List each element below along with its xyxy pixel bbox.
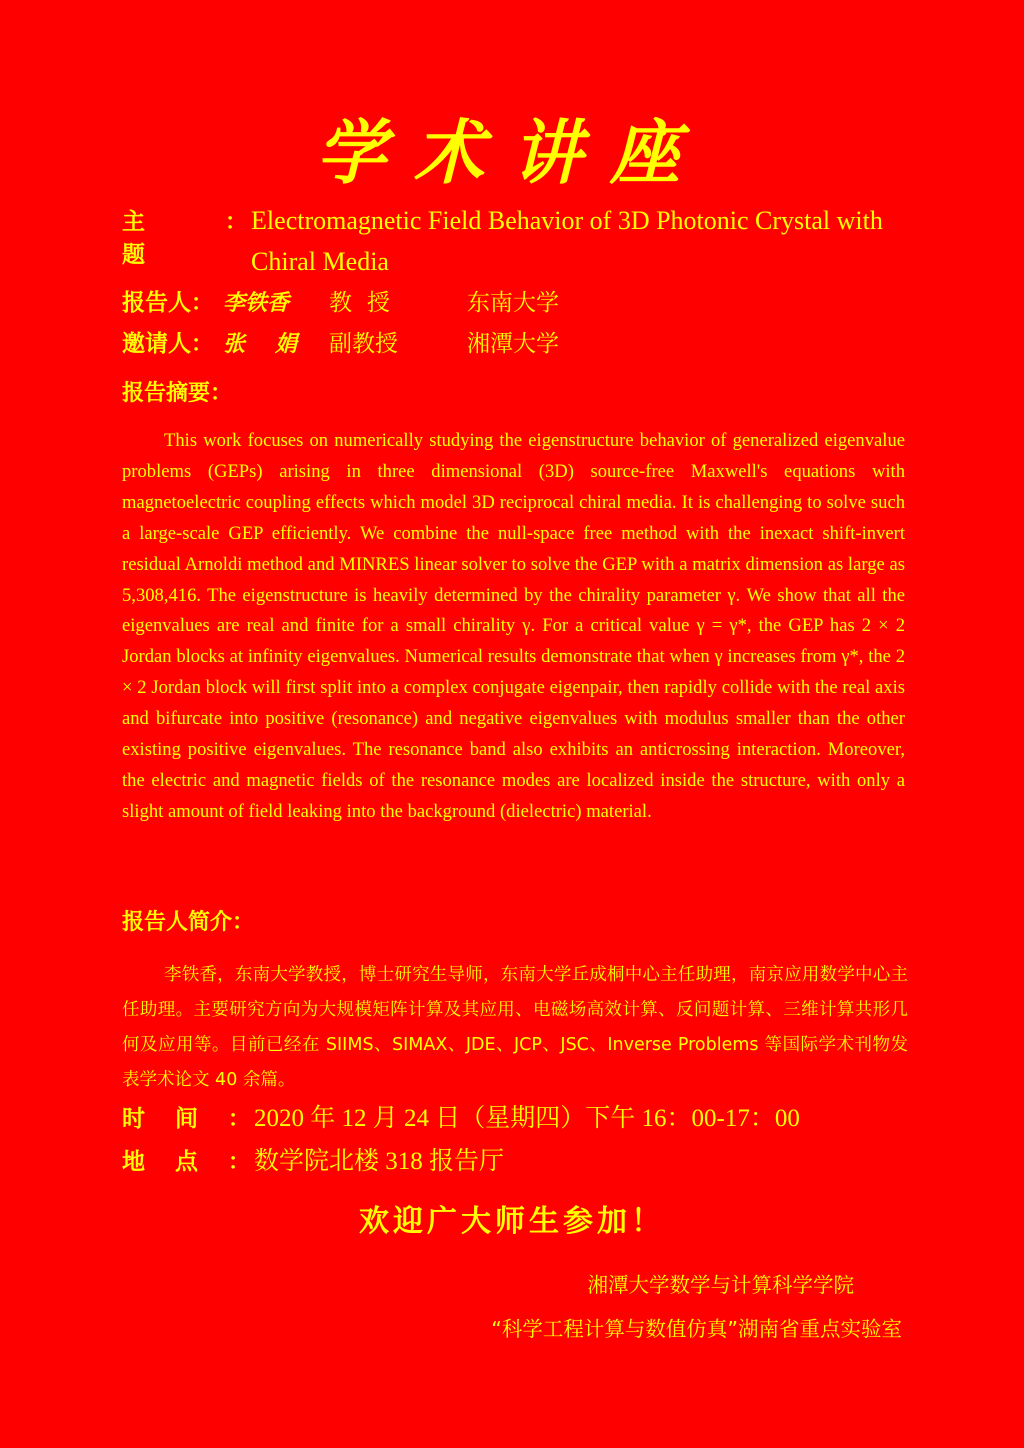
organizer-school: 湘潭大学数学与计算科学学院 xyxy=(587,1273,854,1297)
organizer-lab: “科学工程计算与数值仿真”湖南省重点实验室 xyxy=(491,1317,902,1341)
inviter-title: 副教授 xyxy=(329,331,399,357)
speaker-affiliation: 东南大学 xyxy=(467,290,560,316)
bio-heading: 报告人简介： xyxy=(122,910,255,935)
abstract-heading: 报告摘要： xyxy=(122,381,233,406)
location-label: 地点 xyxy=(122,1149,228,1175)
speaker-row xyxy=(122,284,559,317)
abstract-text: This work focuses on numerically studying the eigenstructure behavior of generalized eigenvalue problems (GEPs) arising in three dimensional (3D) source-free Maxwell's equations with magnetoelectric coupling effects which model 3D reciprocal chiral media. It is challenging to solve such a large-scale GEP efficiently. We combine the null-space free method with the inexact shift-invert residual Arnoldi method and MINRES linear solver to solve the GEP with a matrix dimension as large as 5,308,416. The eigenstructure is heavily determined by the chirality parameter γ. We show that all the eigenvalues are real and finite for a small chirality γ. For a critical value γ = γ*, the GEP has 2 × 2 Jordan blocks at infinity eigenvalues. Numerical results demonstrate that when γ increases from γ*, the 2 × 2 Jordan block will first split into a complex conjugate eigenpair, then rapidly collide with the real axis and bifurcate into positive (resonance) and negative eigenvalues with modulus smaller than the other existing positive eigenvalues. The resonance band also exhibits an anticrossing interaction. Moreover, the electric and magnetic fields of the resonance modes are localized inside the structure, with only a slight amount of field leaking into the background (dielectric) material. xyxy=(122,430,905,822)
location-colon: ： xyxy=(228,1150,251,1175)
inviter-name: 张娟 xyxy=(223,331,328,357)
speaker-name: 李铁香 xyxy=(223,290,290,316)
poster-title: 学术讲座 xyxy=(316,111,708,194)
time-colon: ： xyxy=(228,1107,251,1132)
location-value: 数学院北楼 318 报告厅 xyxy=(254,1148,505,1175)
topic-colon: ： xyxy=(225,210,248,235)
time-row xyxy=(122,1098,800,1134)
topic-section xyxy=(122,200,912,282)
location-row xyxy=(122,1141,504,1177)
speaker-label: 报告人 xyxy=(122,290,191,316)
speaker-title: 教授 xyxy=(329,290,406,316)
inviter-colon: ： xyxy=(191,332,214,357)
speaker-colon: ： xyxy=(191,291,214,316)
topic-label: 主题 xyxy=(122,209,175,268)
inviter-row xyxy=(122,325,559,358)
time-label: 时间 xyxy=(122,1106,228,1132)
topic-value: Electromagnetic Field Behavior of 3D Photonic Crystal with Chiral Media xyxy=(251,206,883,276)
welcome-message: 欢迎广大师生参加！ xyxy=(359,1204,665,1239)
inviter-label: 邀请人 xyxy=(122,331,191,357)
time-value: 2020 年 12 月 24 日（星期四）下午 16：00-17：00 xyxy=(254,1105,800,1132)
bio-text: 李铁香，东南大学教授，博士研究生导师，东南大学丘成桐中心主任助理，南京应用数学中心主任助理。主要研究方向为大规模矩阵计算及其应用、电磁场高效计算、反问题计算、三维计算共形几何及应用等。目前已经在 SIIMS、SIMAX、JDE、JCP、JSC、Inverse Problems 等国际学术刊物发表学术论文 40 余篇。 xyxy=(122,965,908,1090)
inviter-affiliation: 湘潭大学 xyxy=(467,331,560,357)
